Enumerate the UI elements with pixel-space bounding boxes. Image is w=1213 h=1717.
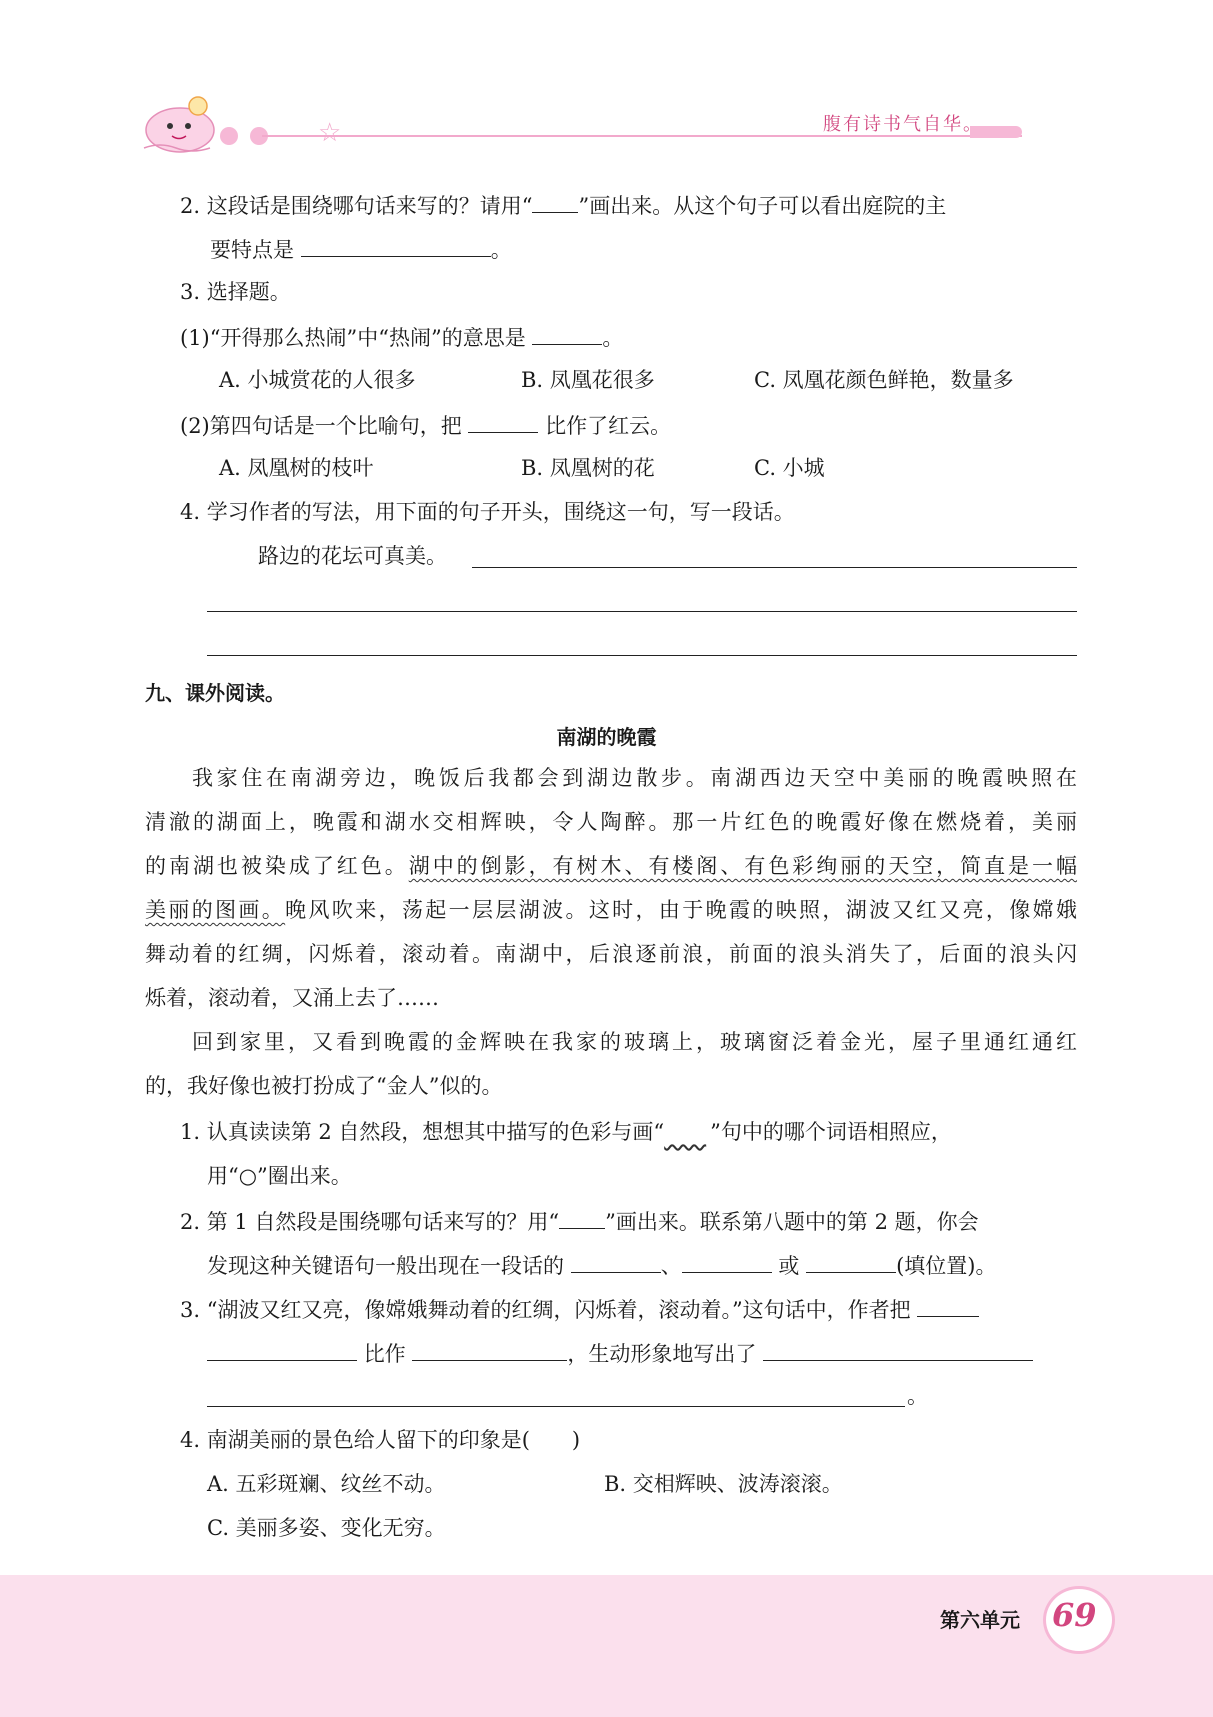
question-3: 3. 选择题。 [180, 280, 291, 304]
question-1: 1. 认真读读第 2 自然段，想想其中描写的色彩与画“ ”句中的哪个词语相照应， [180, 1120, 952, 1144]
question-2: 2. 第 1 自然段是围绕哪句话来写的？用“ ”画出来。联系第八题中的第 2 题，你会 [180, 1210, 979, 1234]
question-1-cont: 用“○”圈出来。 [207, 1164, 352, 1188]
writing-line[interactable] [207, 1406, 905, 1407]
question-2-cont: 发现这种关键语句一般出现在一段话的 、 或 (填位置)。 [207, 1254, 997, 1278]
answer-blank[interactable] [412, 1340, 567, 1361]
answer-blank[interactable] [806, 1252, 896, 1273]
mascot-icon [140, 92, 230, 154]
answer-blank[interactable] [207, 1340, 357, 1361]
question-3-1: (1)“开得那么热闹”中“热闹”的意思是 。 [180, 326, 624, 350]
question-3-2: (2)第四句话是一个比喻句，把 比作了红云。 [180, 414, 672, 438]
writing-start: 路边的花坛可真美。 [258, 544, 447, 568]
option-c: C. 凤凰花颜色鲜艳，数量多 [754, 368, 1014, 392]
answer-blank[interactable] [682, 1252, 772, 1273]
header-motto: 腹有诗书气自华。 [823, 114, 983, 135]
passage-line: 我家住在南湖旁边，晚饭后我都会到湖边散步。南湖西边天空中美丽的晚霞映照在 [192, 766, 1077, 790]
option-b: B. 交相辉映、波涛滚滚。 [604, 1472, 843, 1496]
wavy-underlined-sentence: 美丽的图画。 [145, 898, 286, 922]
passage-title: 南湖的晚霞 [556, 725, 657, 749]
answer-blank[interactable] [532, 192, 578, 213]
answer-blank[interactable] [301, 236, 491, 257]
option-b: B. 凤凰树的花 [521, 456, 655, 480]
writing-line[interactable] [207, 611, 1077, 612]
passage-line: 烁着，滚动着，又涌上去了…… [145, 986, 439, 1010]
question-3-cont: 比作 ，生动形象地写出了 [207, 1340, 1033, 1367]
question-2-cont: 要特点是 。 [210, 238, 512, 262]
passage-line: 美丽的图画。晚风吹来，荡起一层层湖波。这时，由于晚霞的映照，湖波又红又亮，像嫦娥 [145, 898, 1077, 922]
option-b: B. 凤凰花很多 [521, 368, 655, 392]
passage-line: 的，我好像也被打扮成了“金人”似的。 [145, 1074, 503, 1098]
answer-blank[interactable] [763, 1340, 1033, 1361]
question-2: 2. 这段话是围绕哪句话来写的？请用“ ”画出来。从这个句子可以看出庭院的主 [180, 194, 947, 218]
answer-blank[interactable] [468, 412, 538, 433]
question-4: 4. 学习作者的写法，用下面的句子开头，围绕这一句，写一段话。 [180, 500, 795, 524]
answer-blank[interactable] [532, 324, 602, 345]
option-c: C. 小城 [754, 456, 825, 480]
unit-label: 第六单元 [940, 1608, 1020, 1632]
answer-blank[interactable] [571, 1252, 661, 1273]
answer-blank[interactable] [559, 1208, 605, 1229]
wavy-underlined-sentence: 湖中的倒影，有树木、有楼阁、有色彩绚丽的天空，简直是一幅 [408, 854, 1078, 878]
question-3: 3. “湖波又红又亮，像嫦娥舞动着的红绸，闪烁着，滚动着。”这句话中，作者把 [180, 1296, 979, 1323]
sentence-end: 。 [907, 1384, 928, 1408]
page-number: 69 [1052, 1596, 1097, 1634]
writing-line[interactable] [472, 567, 1077, 568]
section-heading: 九、课外阅读。 [145, 681, 285, 705]
passage-line: 回到家里，又看到晚霞的金辉映在我家的玻璃上，玻璃窗泛着金光，屋子里通红通红 [192, 1030, 1077, 1054]
option-a: A. 凤凰树的枝叶 [219, 456, 374, 480]
page-footer [0, 1575, 1213, 1717]
wavy-blank [664, 1120, 710, 1145]
passage-line: 的南湖也被染成了红色。湖中的倒影，有树木、有楼阁、有色彩绚丽的天空，简直是一幅 [145, 854, 1078, 878]
question-4: 4. 南湖美丽的景色给人留下的印象是( ) [180, 1428, 581, 1452]
writing-line[interactable] [207, 655, 1077, 656]
star-icon: ☆ [318, 118, 342, 148]
answer-blank[interactable] [917, 1296, 979, 1317]
decor-dot [220, 127, 238, 145]
option-c: C. 美丽多姿、变化无穷。 [207, 1516, 446, 1540]
passage-line: 清澈的湖面上，晚霞和湖水交相辉映，令人陶醉。那一片红色的晚霞好像在燃烧着，美丽 [145, 810, 1077, 834]
option-a: A. 小城赏花的人很多 [219, 368, 416, 392]
option-a: A. 五彩斑斓、纹丝不动。 [207, 1472, 446, 1496]
passage-line: 舞动着的红绸，闪烁着，滚动着。南湖中，后浪逐前浪，前面的浪头消失了，后面的浪头闪 [145, 942, 1077, 966]
